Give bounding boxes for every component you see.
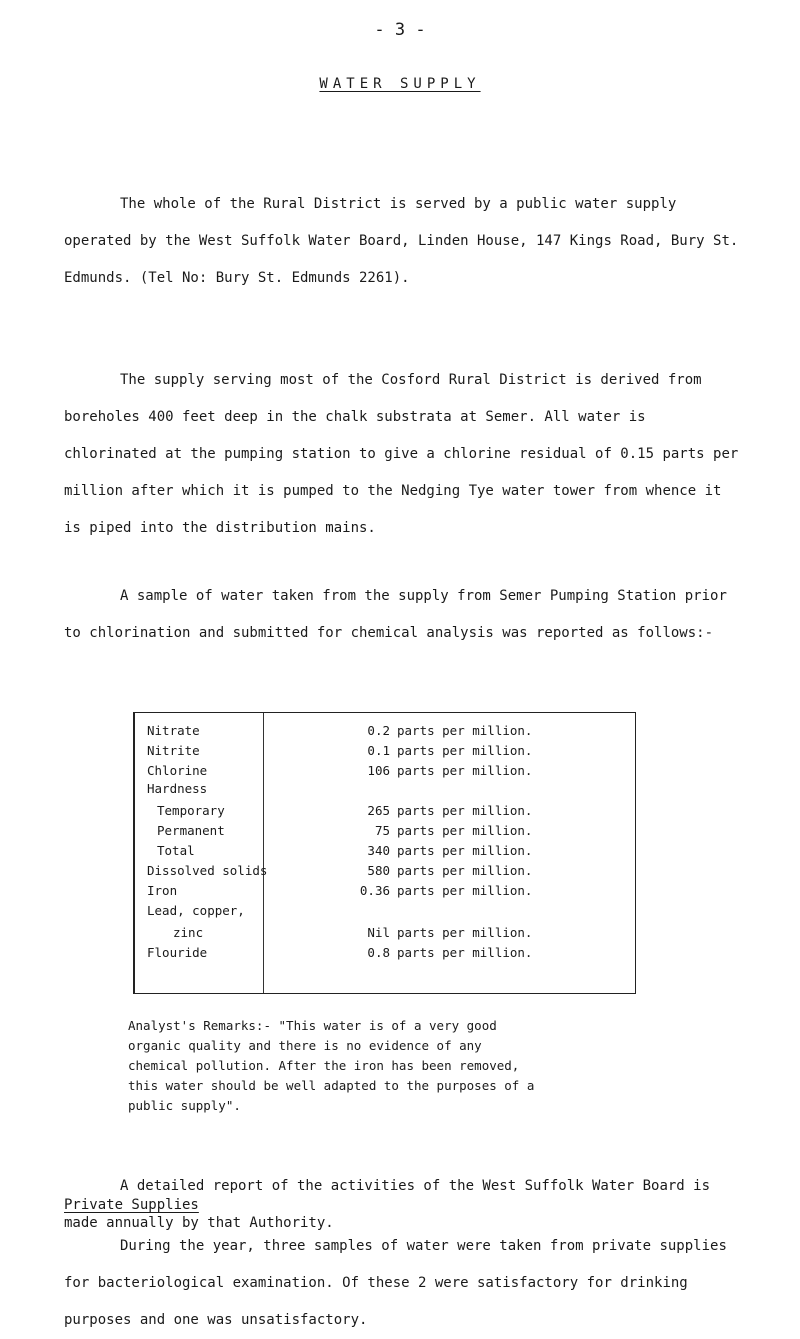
paragraph-water-board: [64, 186, 744, 297]
table-row: [135, 861, 635, 881]
row-label: Hardness: [147, 781, 208, 796]
table-row: [135, 761, 635, 781]
table-row: [135, 841, 635, 861]
row-label: Permanent: [157, 823, 225, 838]
row-label: Temporary: [157, 803, 225, 818]
row-unit: parts per million.: [397, 843, 533, 858]
row-unit: parts per million.: [397, 803, 533, 818]
row-unit: parts per million.: [397, 743, 533, 758]
table-row: [135, 801, 635, 821]
paragraph-sample-intro-text: A sample of water taken from the supply from Semer Pumping Station prior to chlorination and submitted for chemical analysis was reported as follows:-: [64, 588, 727, 641]
row-unit: parts per million.: [397, 763, 533, 778]
table-row: [135, 901, 635, 921]
row-value: 0.1: [367, 743, 390, 758]
row-label: Flouride: [147, 945, 208, 960]
paragraph-supply-source-text: The supply serving most of the Cosford Rural District is derived from boreholes 400 feet deep in the chalk substrata at Semer. All water is chlorinated at the pumping station to give a chlorine residual of 0.15 parts per million after which it is pumped to the Nedging Tye water tower from whence it is piped into the distribution mains.: [64, 372, 739, 536]
row-value: Nil: [367, 925, 390, 940]
row-value: 580: [367, 863, 390, 878]
row-unit: parts per million.: [397, 883, 533, 898]
paragraph-sample-intro: [64, 578, 744, 652]
page-number: - 3 -: [374, 20, 426, 40]
row-unit: parts per million.: [397, 823, 533, 838]
row-label: Total: [157, 843, 195, 858]
row-value: 340: [367, 843, 390, 858]
row-value: 0.2: [367, 723, 390, 738]
table-row: [135, 923, 635, 943]
row-unit: parts per million.: [397, 925, 533, 940]
private-supplies-heading: Private Supplies: [64, 1197, 199, 1213]
table-row: [135, 881, 635, 901]
row-label: Nitrite: [147, 743, 200, 758]
table-row: [135, 721, 635, 741]
row-unit: parts per million.: [397, 945, 533, 960]
row-label: Dissolved solids: [147, 863, 268, 878]
row-label: zinc: [173, 925, 204, 940]
row-label: Nitrate: [147, 723, 200, 738]
table-row: [135, 741, 635, 761]
analyst-remarks: Analyst's Remarks:- "This water is of a very good organic quality and there is no evidence of any chemical pollution. After the iron has been removed, this water should be well adapted to the purposes of a public supply".: [128, 1018, 535, 1113]
row-value: 0.36: [359, 883, 390, 898]
row-value: 0.8: [367, 945, 390, 960]
row-value: 106: [367, 763, 390, 778]
row-label: Chlorine: [147, 763, 208, 778]
row-value: 265: [367, 803, 390, 818]
section-title: WATER SUPPLY: [319, 76, 481, 92]
row-unit: parts per million.: [397, 723, 533, 738]
row-label: Iron: [147, 883, 178, 898]
paragraph-private-supplies-text: During the year, three samples of water were taken from private supplies for bacteriological examination. Of these 2 were satisfactory for drinking purposes and one was unsatisfactory.: [64, 1238, 727, 1328]
table-row: [135, 779, 635, 799]
paragraph-private-supplies: [64, 1228, 744, 1339]
row-label: Lead, copper,: [147, 903, 245, 918]
table-row: [135, 821, 635, 841]
paragraph-annual-report-text: A detailed report of the activities of the West Suffolk Water Board is made annually by that Authority.: [64, 1178, 711, 1231]
paragraph-supply-source: [64, 362, 744, 547]
row-unit: parts per million.: [397, 863, 533, 878]
paragraph-water-board-text: The whole of the Rural District is served by a public water supply operated by the West Suffolk Water Board, Linden House, 147 Kings Road, Bury St. Edmunds. (Tel No: Bury St. Edmunds 2261).: [64, 196, 739, 286]
chemical-analysis-table: [133, 712, 636, 994]
row-value: 75: [374, 823, 390, 838]
table-row: [135, 943, 635, 963]
